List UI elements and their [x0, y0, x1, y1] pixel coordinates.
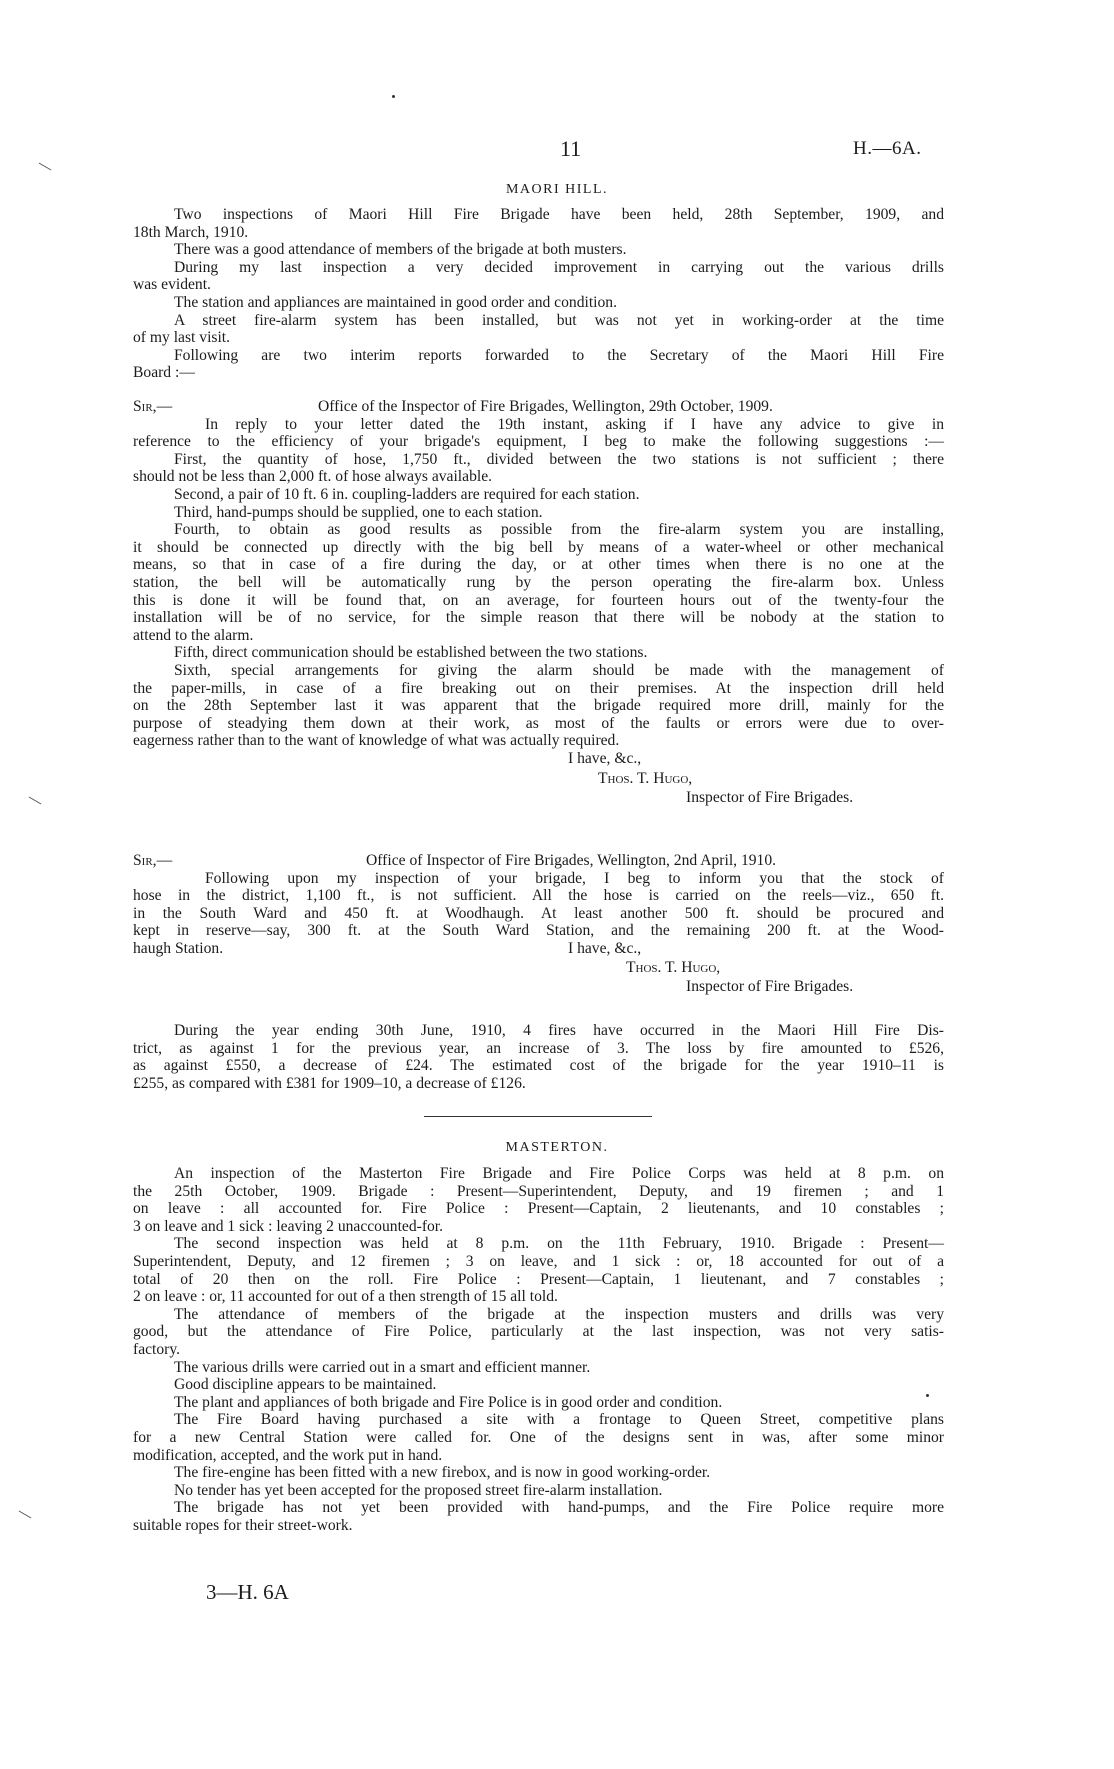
scan-mark [39, 163, 52, 171]
scan-mark [19, 1511, 32, 1519]
scan-dot [392, 95, 395, 98]
section-heading-maori-hill: MAORI HILL. [505, 182, 609, 197]
scan-mark [29, 797, 42, 805]
page-number: 11 [560, 136, 582, 161]
footer-mark: 3—H. 6A [206, 1580, 289, 1604]
document-ref: H.—6A. [853, 138, 922, 159]
section-divider [424, 1116, 652, 1117]
scan-dot [926, 1394, 929, 1397]
document-page: 11 H.—6A. MAORI HILL. Two inspections of Maori Hill Fire Brigade have been held, 28th September, 1909, and 18th March, 1910. There was a good attendance of members of the brigade at both musters. During my last inspection a very decided improvement in carrying out the various drills was evident. The station and appliances are maintained in good order and condition. A street fire-alarm system has been installed, but was not yet in working-order at the time of my last visit. Following are two interim reports forwarded to the Secretary of the Maori Hill Fire Board :— Sir,— Office of the Inspector of Fire Brigades, Wellington, 29th October, 1909. In reply to your letter dated the 19th instant, asking if I have any advice to give in reference to the efficiency of your brigade's equipment, I beg to make the following suggestions :— First, the quantity of hose, 1,750 ft., divided between the two stations is not sufficient ; there should not be less than 2,000 ft. of hose always available. Second, a pair of 10 ft. 6 in. coupling-ladders are required for each station. Third, hand-pumps should be supplied, one to each station. Fourth, to obtain as good results as possible from the fire-alarm system you are installing, it should be connected up directly with the big bell by means of a water-wheel or other mechanical means, so that in case of a fire during the day, or at other times when there is no one at the station, the bell will be automatically rung by the person operating the fire-alarm box. Unless this is done it will be found that, on an average, for fourteen hours out of the twenty-four the installation will be of no service, for the simple reason that there will be nobody at the station to attend to the alarm. Fifth, direct communication should be established between the two stations. Sixth, special arrangements for giving the alarm should be made with the management of the paper-mills, in case of a fire breaking out on their premises. At the inspection drill held on the 28th September last it was apparent that the brigade required more drill, mainly for the purpose of steadying them down at their work, as most of the faults or errors were due to over- eagerness rather than to the want of knowledge of what was actually required. I have, &c., Thos. T. Hugo, Inspector of Fire Brigades. Sir,— Office of Inspector of Fire Brigades, Wellington, 2nd April, 1910. Following upon my inspection of your brigade, I beg to inform you that the stock of hose in the district, 1,100 ft., is not sufficient. All the hose is carried on the reels—viz., 650 ft. in the South Ward and 450 ft. at Woodhaugh. At least another 500 ft. should be procured and kept in reserve—say, 300 ft. at the South Ward Station, and the remaining 200 ft. at the Wood- haugh Station. I have, &c., Thos. T. Hugo, Inspector of Fire Brigades. During the year ending 30th June, 1910, 4 fires have occurred in the Maori Hill Fire Dis- trict, as against 1 for the previous year, an increase of 3. The loss by fire amounted to £526, as against £550, a decrease of £24. The estimated cost of the brigade for the year 1910–11 is £255, as compared with £381 for 1909–10, a decrease of £126. MASTERTON. An inspection of the Masterton Fire Brigade and Fire Police Corps was held at 8 p.m. on the 25th October, 1909. Brigade : Present—Superintendent, Deputy, and 19 firemen ; and 1 on leave : all accounted for. Fire Police : Present—Captain, 2 lieutenants, and 10 constables ; 3 on leave and 1 sick : leaving 2 unaccounted-for. The second inspection was held at 8 p.m. on the 11th February, 1910. Brigade : Present— Superintendent, Deputy, and 12 firemen ; 3 on leave, and 1 sick : or, 18 accounted for out of a total of 20 then on the roll. Fire Police : Present—Captain, 1 lieutenant, and 7 constables ; 2 on leave : or, 11 accounted for out of a then strength of 15 all told. The attendance of members of the brigade at the inspection musters and drills was very good, but the attendance of Fire Police, particularly at the last inspection, was not very satis- factory. The various drills were carried out in a smart and efficient manner. Good discipline appears to be maintained. The plant and appliances of both brigade and Fire Police is in good order and condition. The Fire Board having purchased a site with a frontage to Queen Street, competitive plans for a new Central Station were called for. One of the designs sent in was, after some minor modification, accepted, and the work put in hand. The fire-engine has been fitted with a new firebox, and is now in good working-order. No tender has yet been accepted for the proposed street fire-alarm installation. The brigade has not yet been provided with hand-pumps, and the Fire Police require more suitable ropes for their street-work. 3—H. 6A [0, 0, 1114, 1769]
section-heading-masterton: MASTERTON. [505, 1140, 609, 1155]
